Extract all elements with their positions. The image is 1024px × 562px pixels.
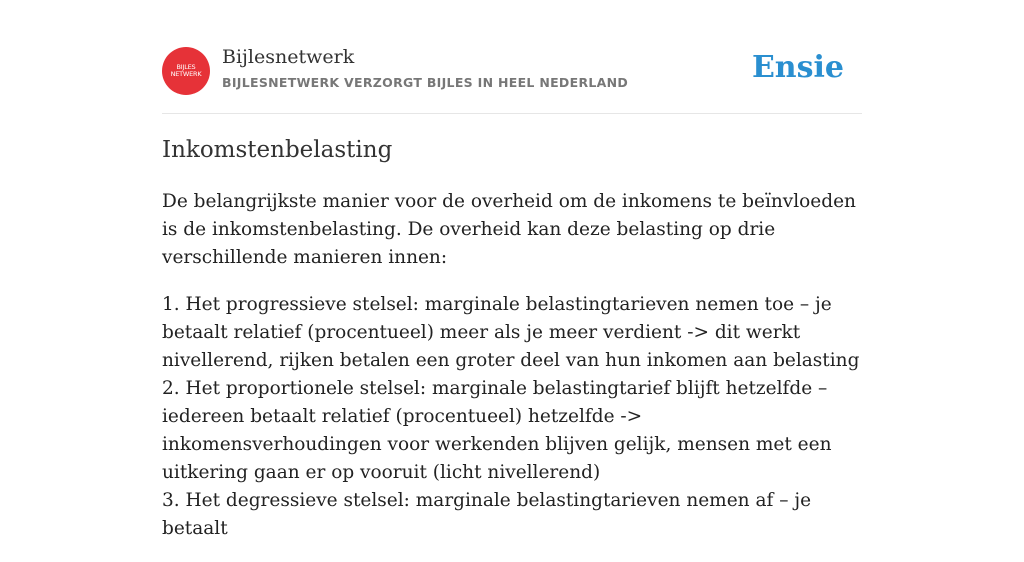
list-item: 2. Het proportionele stelsel: marginale belastingtarief blijft hetzelfde – iedereen betaalt relatief (procentueel) hetzelfde -> inkomensverhoudingen voor werkenden blijven gelijk, mensen met een uitkering gaan er op vooruit (licht nivellerend) — [162, 378, 832, 483]
logo-text-line1: BIJLES — [176, 63, 196, 71]
list-item: 3. Het degressieve stelsel: marginale belastingtarieven nemen af – je betaalt — [162, 490, 812, 539]
article-title: Inkomstenbelasting — [162, 137, 393, 163]
brand-logo-link[interactable]: Ensie — [751, 50, 844, 85]
logo-text-line2: NETWERK — [170, 70, 202, 78]
article-list — [162, 291, 862, 543]
author-name[interactable]: Bijlesnetwerk — [222, 46, 355, 68]
article-intro: De belangrijkste manier voor de overheid om de inkomens te beïnvloeden is de inkomstenbelasting. De overheid kan deze belasting op drie verschillende manieren innen: — [162, 191, 856, 268]
list-item: 1. Het progressieve stelsel: marginale belastingtarieven nemen toe – je betaalt relatief (procentueel) meer als je meer verdient -> dit werkt nivellerend, rijken betalen een groter deel van hun inkomen aan belasting — [162, 294, 860, 371]
article-body — [162, 188, 862, 562]
page — [162, 0, 862, 539]
author-tagline: BIJLESNETWERK VERZORGT BIJLES IN HEEL NEDERLAND — [222, 75, 629, 90]
header — [162, 0, 862, 114]
author-logo[interactable] — [162, 47, 210, 95]
